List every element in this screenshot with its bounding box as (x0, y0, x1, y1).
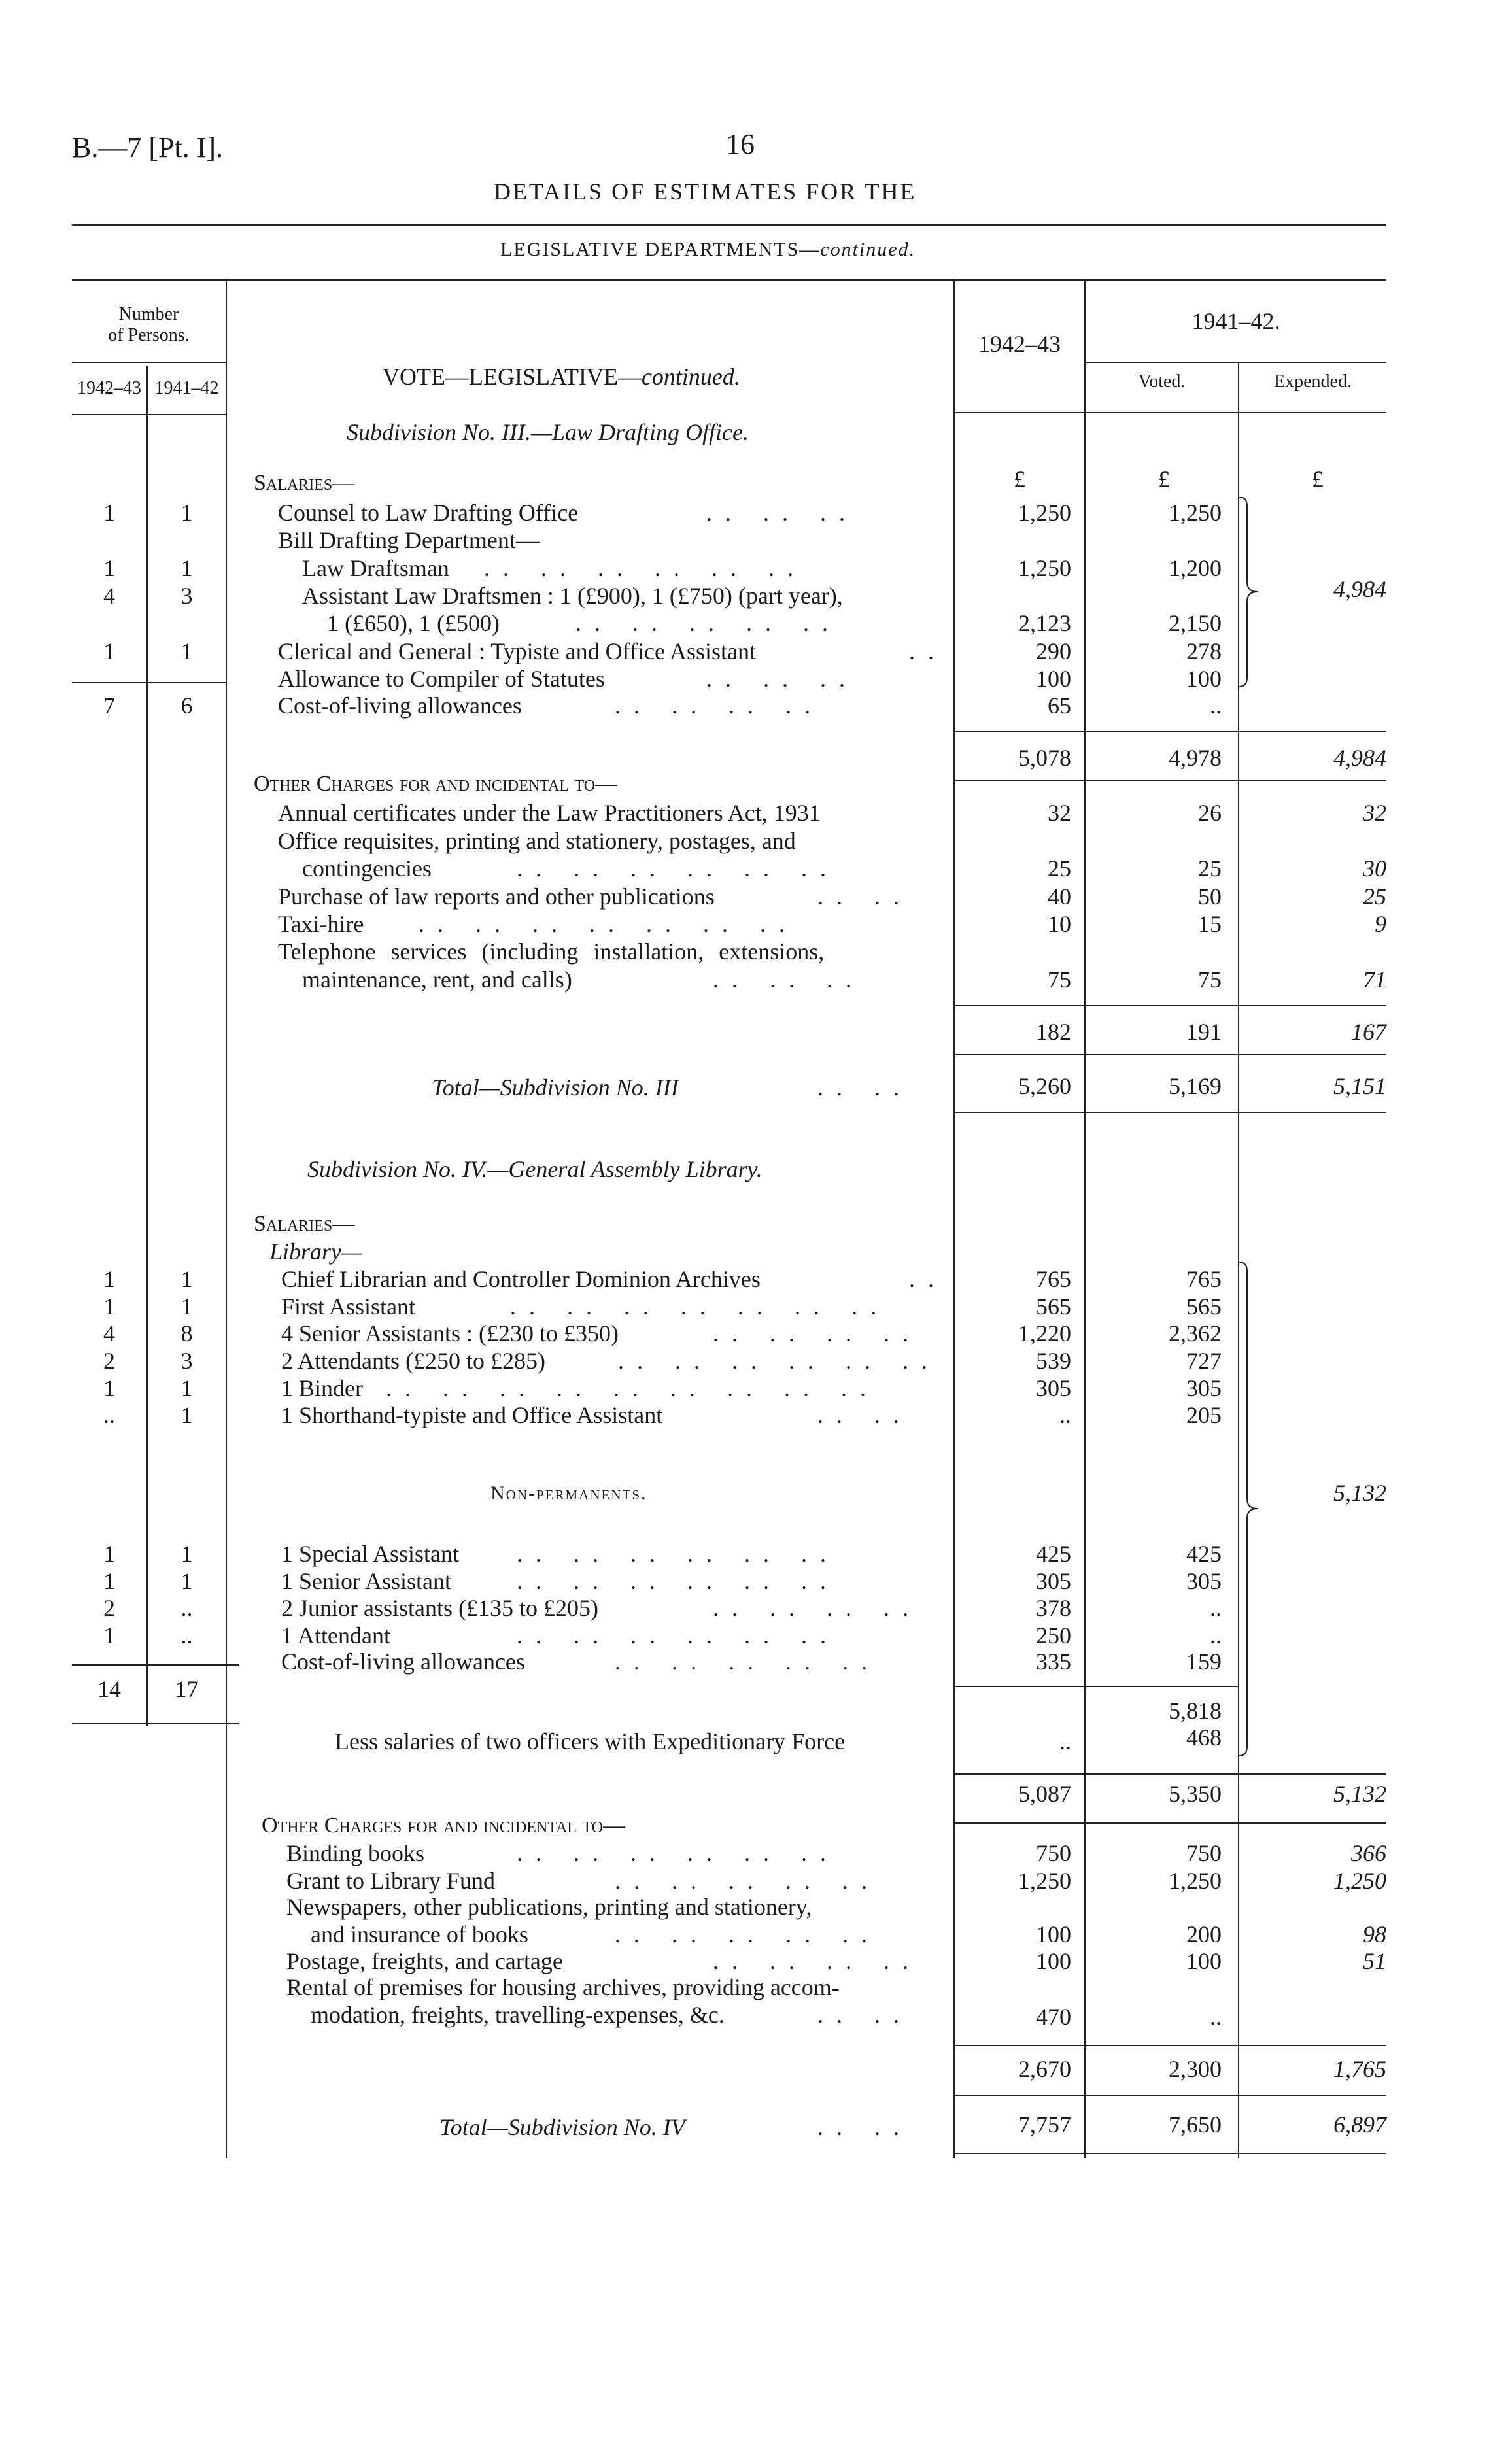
persons-1942-43: 1 (103, 1293, 115, 1320)
estimate-1942-43: 10 (1048, 911, 1071, 937)
leader-dots: .. (909, 1266, 947, 1292)
expended-1941-42: 5,151 (1333, 1073, 1386, 1099)
item-description: Bill Drafting Department— (278, 527, 540, 553)
persons-1942-43: 2 (103, 1595, 115, 1621)
total-rule (955, 2153, 1386, 2154)
voted-1941-42: 5,350 (1169, 1781, 1222, 1807)
subtotal-rule (955, 1773, 1386, 1775)
sub4-other-charges-heading: Other Charges for and incidental to— (262, 1813, 626, 1838)
estimate-1942-43: 1,250 (1018, 1868, 1071, 1894)
item-description: 2 Attendants (£250 to £285) (281, 1348, 545, 1374)
expended-1941-42: 25 (1363, 883, 1386, 910)
estimate-1942-43: 32 (1048, 800, 1071, 826)
voted-1941-42: 1,250 (1169, 1868, 1222, 1894)
persons-1941-42: 1 (180, 1266, 193, 1292)
voted-1941-42: 26 (1198, 800, 1222, 826)
persons-1941-42: 1 (180, 1402, 193, 1428)
sub3-other-charges-heading: Other Charges for and incidental to— (254, 772, 618, 796)
estimate-1942-43: 765 (1036, 1266, 1071, 1292)
leader-dots: .. .. .. .. (713, 1595, 921, 1621)
document-reference: B.—7 [Pt. I]. (72, 131, 223, 163)
voted-1941-42: 25 (1198, 855, 1222, 881)
persons-1941-42: 1 (180, 1293, 193, 1320)
persons-1942-43: 1 (103, 1541, 115, 1567)
expended-1941-42: 71 (1363, 967, 1386, 993)
expended-1941-42: 32 (1363, 800, 1386, 826)
amount-header-rule (955, 412, 1386, 413)
item-description: and insurance of books (311, 1921, 528, 1947)
persons-1942-43: 1 (103, 555, 115, 581)
voted-1941-42: 15 (1198, 911, 1222, 937)
item-description: Less salaries of two officers with Expeditionary Force (335, 1728, 846, 1754)
item-description: Office requisites, printing and stationery, postages, and (278, 828, 796, 854)
sub4-library-heading: Library— (269, 1239, 363, 1265)
voted-1941-42: 4,978 (1169, 745, 1222, 771)
estimate-1942-43: 290 (1036, 638, 1071, 664)
expended-1941-42: 4,984 (1333, 745, 1386, 771)
expended-1941-42: 5,132 (1333, 1781, 1386, 1807)
voted-1941-42: 278 (1186, 638, 1222, 664)
voted-1941-42: 5,169 (1169, 1073, 1222, 1099)
voted-1941-42: 159 (1186, 1649, 1222, 1675)
estimate-1942-43: .. (1059, 1728, 1071, 1754)
persons-total-rule (72, 1664, 239, 1666)
persons-1941-42: 1 (180, 1568, 193, 1594)
voted-1941-42: 468 (1186, 1724, 1222, 1751)
estimate-1942-43: 7,757 (1018, 2112, 1071, 2138)
estimate-1942-43: 100 (1036, 1921, 1071, 1947)
number-of-persons-header: Number of Persons. (108, 304, 190, 345)
leader-dots: .. .. .. .. .. .. (517, 1622, 839, 1649)
currency-symbol: £ (1158, 466, 1170, 492)
voted-1941-42: 750 (1186, 1840, 1222, 1866)
persons-1941-42: 17 (175, 1676, 199, 1702)
expended-1941-42: 1,250 (1333, 1868, 1386, 1894)
page-subtitle: LEGISLATIVE DEPARTMENTS—continued. (500, 239, 916, 260)
persons-1942-43: 4 (103, 583, 115, 609)
leader-dots: .. .. .. .. .. .. (517, 1541, 839, 1567)
persons-1941-42: 3 (180, 583, 193, 609)
item-description: 1 (£650), 1 (£500) (327, 610, 500, 636)
item-description: 1 Binder (281, 1375, 363, 1401)
item-description: Postage, freights, and cartage (286, 1948, 563, 1974)
persons-year-a-header: 1942–43 (77, 378, 141, 398)
leader-dots: .. .. .. .. .. .. (517, 1840, 839, 1866)
persons-1941-42: 1 (180, 1541, 193, 1567)
item-description: Grant to Library Fund (286, 1868, 495, 1894)
currency-symbol: £ (1014, 466, 1025, 492)
leader-dots: .. .. .. .. (713, 1948, 921, 1974)
leader-dots: .. .. .. .. .. .. .. (419, 911, 798, 937)
brace-icon (1238, 1262, 1264, 1756)
expended-1941-42: 51 (1363, 1948, 1386, 1974)
subtotal-rule (955, 1686, 1238, 1687)
persons-1942-43: 4 (103, 1320, 115, 1346)
leader-dots: .. .. .. .. .. .. (517, 1568, 839, 1594)
persons-1942-43: 1 (103, 1266, 115, 1292)
estimate-1942-43: 5,087 (1018, 1781, 1071, 1807)
voted-1941-42: 1,250 (1169, 500, 1222, 526)
persons-1941-42: .. (180, 1622, 193, 1649)
persons-1942-43: 14 (97, 1676, 121, 1702)
item-description: 4 Senior Assistants : (£230 to £350) (281, 1320, 619, 1346)
item-description: 2 Junior assistants (£135 to £205) (281, 1595, 598, 1621)
persons-total-rule (72, 1723, 239, 1724)
estimate-1942-43: .. (1059, 1402, 1071, 1428)
expended-bracketed: 5,132 (1333, 1480, 1386, 1506)
page-title: DETAILS OF ESTIMATES FOR THE (494, 179, 917, 205)
estimate-1942-43: 182 (1036, 1019, 1071, 1045)
estimate-1942-43: 470 (1036, 2004, 1071, 2030)
item-description: Assistant Law Draftsmen : 1 (£900), 1 (£750) (part year), (302, 583, 843, 609)
subtotal-rule (955, 1054, 1386, 1055)
voted-1941-42: 565 (1186, 1293, 1222, 1320)
estimate-1942-43: 250 (1036, 1622, 1071, 1649)
estimate-1942-43: 1,250 (1018, 500, 1071, 526)
voted-1941-42: .. (1210, 1595, 1222, 1621)
leader-dots: .. .. .. (706, 500, 858, 526)
item-description: Annual certificates under the Law Practitioners Act, 1931 (278, 800, 821, 826)
leader-dots: .. .. .. .. (713, 1320, 921, 1346)
leader-dots: .. .. (817, 883, 912, 910)
estimate-1942-43: 2,123 (1018, 610, 1071, 636)
expended-1941-42: 30 (1363, 855, 1386, 881)
estimate-1942-43: 2,670 (1018, 2056, 1071, 2082)
voted-1941-42: 727 (1186, 1348, 1222, 1374)
persons-1941-42: 8 (180, 1320, 193, 1346)
persons-1941-42: 1 (180, 1375, 193, 1401)
item-description: contingencies (302, 855, 432, 881)
header-rule (72, 224, 1386, 226)
item-description: 1 Special Assistant (281, 1541, 459, 1567)
persons-1942-43: .. (103, 1402, 115, 1428)
total-label: Total—Subdivision No. IV (439, 2114, 685, 2140)
persons-column-divider (226, 281, 227, 2158)
persons-year-b-header: 1941–42 (154, 378, 219, 398)
voted-1941-42: 2,362 (1169, 1320, 1222, 1346)
leader-dots: .. .. .. .. .. (615, 1868, 880, 1894)
persons-1941-42: 3 (180, 1348, 193, 1374)
voted-1941-42: 205 (1186, 1402, 1222, 1428)
persons-total-rule (72, 682, 226, 683)
voted-1941-42: .. (1210, 1622, 1222, 1649)
persons-header-rule (72, 362, 226, 363)
leader-dots: .. .. .. .. .. (575, 610, 841, 636)
persons-1941-42: .. (180, 1595, 193, 1621)
persons-1942-43: 1 (103, 638, 115, 664)
sub4-salaries-heading: Salaries— (254, 1212, 355, 1236)
voted-1941-42: 191 (1186, 1019, 1222, 1045)
voted-header: Voted. (1138, 371, 1186, 392)
persons-1942-43: 1 (103, 1568, 115, 1594)
persons-subheader-rule (72, 414, 226, 415)
voted-1941-42: 305 (1186, 1375, 1222, 1401)
leader-dots: .. .. .. .. .. (615, 1649, 880, 1675)
voted-1941-42: 2,300 (1169, 2056, 1222, 2082)
voted-1941-42: 100 (1186, 1948, 1222, 1974)
estimate-1942-43: 1,250 (1018, 555, 1071, 581)
persons-1941-42: 1 (180, 500, 193, 526)
item-description: Purchase of law reports and other publications (278, 883, 715, 910)
expended-1941-42: 167 (1351, 1019, 1386, 1045)
subtotal-rule (955, 1822, 1386, 1824)
estimate-1942-43: 75 (1048, 967, 1071, 993)
persons-1941-42: 1 (180, 555, 193, 581)
item-description: 1 Senior Assistant (281, 1568, 452, 1594)
item-description: maintenance, rent, and calls) (302, 967, 572, 993)
item-description: Taxi-hire (278, 911, 364, 937)
voted-1941-42: 1,200 (1169, 555, 1222, 581)
persons-1942-43: 1 (103, 1622, 115, 1649)
estimate-1942-43: 378 (1036, 1595, 1071, 1621)
item-description: First Assistant (281, 1293, 416, 1320)
leader-dots: .. .. .. .. .. .. .. .. .. (386, 1375, 879, 1401)
total-rule (955, 1112, 1386, 1113)
estimate-1942-43: 539 (1036, 1348, 1071, 1374)
sub3-salaries-heading: Salaries— (254, 471, 355, 495)
item-description: Law Draftsman (302, 555, 449, 581)
estimate-1942-43: 425 (1036, 1541, 1071, 1567)
expended-1941-42: 1,765 (1333, 2056, 1386, 2082)
voted-1941-42: 765 (1186, 1266, 1222, 1292)
voted-1941-42: .. (1210, 693, 1222, 719)
voted-subtotal: 5,818 (1169, 1698, 1222, 1724)
voted-1941-42: 200 (1186, 1921, 1222, 1947)
persons-1942-43: 1 (103, 500, 115, 526)
vote-title: VOTE—LEGISLATIVE—continued. (383, 364, 740, 390)
voted-1941-42: 2,150 (1169, 610, 1222, 636)
expended-1941-42: 98 (1363, 1921, 1386, 1947)
estimate-1942-43: 565 (1036, 1293, 1071, 1320)
estimate-1942-43: 65 (1048, 693, 1071, 719)
persons-1941-42: 1 (180, 638, 193, 664)
leader-dots: .. .. .. .. .. .. (618, 1348, 940, 1374)
item-description: Allowance to Compiler of Statutes (278, 666, 605, 692)
item-description: Newspapers, other publications, printing and stationery, (286, 1894, 812, 1920)
expended-1941-42: 6,897 (1333, 2112, 1386, 2138)
leader-dots: .. (909, 638, 947, 664)
subtotal-rule (955, 780, 1386, 781)
expended-1941-42: 9 (1375, 911, 1386, 937)
voted-1941-42: .. (1210, 2004, 1222, 2030)
voted-1941-42: 7,650 (1169, 2112, 1222, 2138)
item-description: 1 Shorthand-typiste and Office Assistant (281, 1402, 663, 1428)
estimate-1942-43: 305 (1036, 1375, 1071, 1401)
subdivision-3-title: Subdivision No. III.—Law Drafting Office. (347, 419, 749, 445)
item-description: 1 Attendant (281, 1622, 390, 1649)
estimate-1942-43: 305 (1036, 1568, 1071, 1594)
subdivision-4-title: Subdivision No. IV.—General Assembly Library. (307, 1156, 763, 1182)
voted-1941-42: 75 (1198, 967, 1222, 993)
year-header-rule (1086, 362, 1386, 363)
estimate-1942-43: 5,260 (1018, 1073, 1071, 1099)
page-number: 16 (726, 128, 755, 160)
item-description: modation, freights, travelling-expenses, &c. (311, 2002, 725, 2028)
persons-1942-43: 7 (103, 693, 115, 719)
leader-dots: .. .. (817, 1074, 912, 1101)
leader-dots: .. .. .. .. .. .. (517, 855, 839, 881)
estimate-1942-43: 5,078 (1018, 745, 1071, 771)
year-1941-42-header: 1941–42. (1191, 308, 1280, 334)
leader-dots: .. .. .. .. .. (615, 1921, 880, 1947)
expended-1941-42: 366 (1351, 1840, 1386, 1866)
voted-1941-42: 50 (1198, 883, 1222, 910)
estimate-1942-43: 100 (1036, 666, 1071, 692)
persons-1942-43: 2 (103, 1348, 115, 1374)
subtotal-rule (955, 731, 1386, 732)
expended-header: Expended. (1274, 371, 1352, 392)
leader-dots: .. .. (817, 2002, 912, 2028)
non-permanents-heading: Non-permanents. (490, 1482, 647, 1504)
subtotal-rule (955, 2045, 1386, 2046)
persons-1941-42: 6 (180, 693, 193, 719)
persons-1942-43: 1 (103, 1375, 115, 1401)
leader-dots: .. .. .. (713, 967, 865, 993)
estimate-1942-43: 40 (1048, 883, 1071, 910)
item-description: Binding books (286, 1840, 425, 1866)
total-label: Total—Subdivision No. III (432, 1074, 679, 1101)
estimate-1942-43: 750 (1036, 1840, 1071, 1866)
estimate-1942-43-header: 1942–43 (978, 331, 1061, 357)
item-description: Telephone services (including installation, extensions, (278, 938, 825, 965)
leader-dots: .. .. .. .. (615, 693, 823, 719)
item-description: Rental of premises for housing archives, providing accom- (286, 1974, 840, 2000)
leader-dots: .. .. .. .. .. .. (484, 555, 806, 581)
item-description: Cost-of-living allowances (278, 693, 522, 719)
currency-symbol: £ (1312, 466, 1324, 492)
voted-1941-42: 100 (1186, 666, 1222, 692)
estimate-1942-43: 25 (1048, 855, 1071, 881)
estimate-1942-43: 100 (1036, 1948, 1071, 1974)
leader-dots: .. .. (817, 2114, 912, 2140)
table-top-rule (72, 279, 1386, 281)
voted-1941-42: 305 (1186, 1568, 1222, 1594)
subtotal-rule (955, 2095, 1386, 2096)
item-description: Cost-of-living allowances (281, 1649, 525, 1675)
item-description: Chief Librarian and Controller Dominion Archives (281, 1266, 761, 1292)
voted-1941-42: 425 (1186, 1541, 1222, 1567)
estimate-1942-43: 335 (1036, 1649, 1071, 1675)
subtotal-rule (955, 1005, 1386, 1006)
item-description: Counsel to Law Drafting Office (278, 500, 579, 526)
item-description: Clerical and General : Typiste and Office Assistant (278, 638, 756, 664)
expended-bracketed: 4,984 (1333, 576, 1386, 602)
leader-dots: .. .. .. (706, 666, 858, 692)
estimate-1942-43: 1,220 (1018, 1320, 1071, 1346)
leader-dots: .. .. (817, 1402, 912, 1428)
leader-dots: .. .. .. .. .. .. .. (510, 1293, 889, 1320)
